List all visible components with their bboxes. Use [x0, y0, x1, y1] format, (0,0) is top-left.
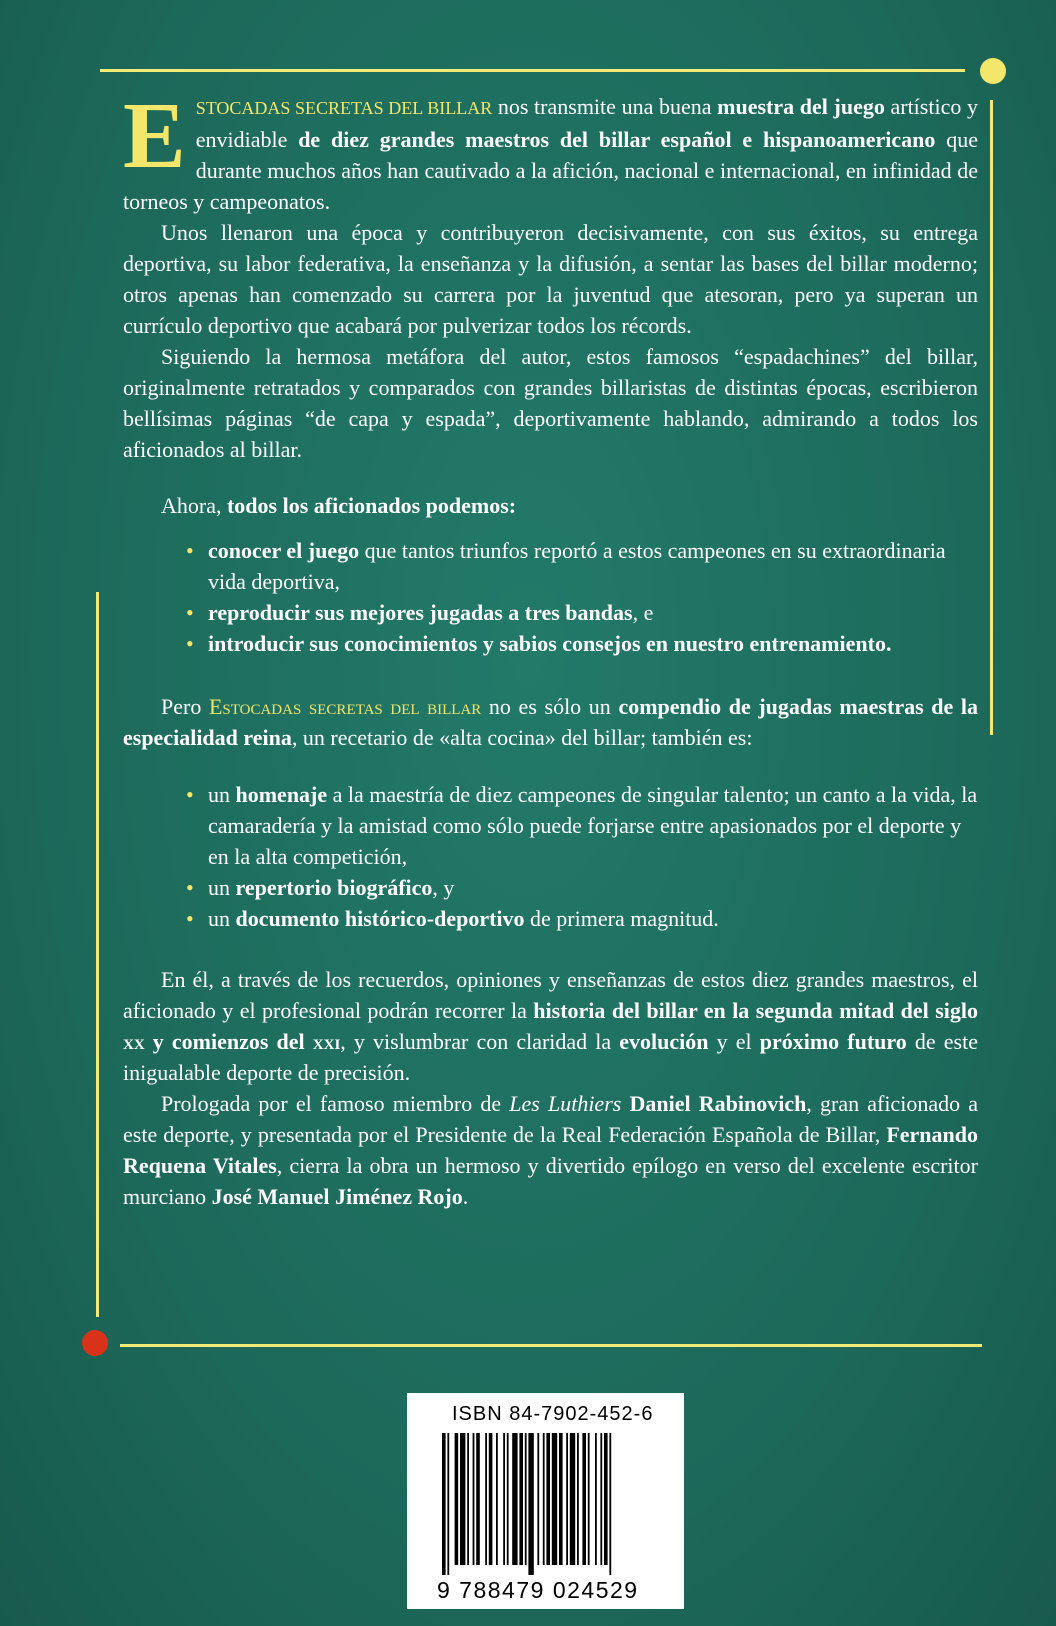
text: Pero [161, 694, 209, 719]
paragraph-intro [123, 84, 979, 217]
barcode-bar [442, 1433, 446, 1575]
paragraph-ahora [123, 490, 978, 521]
list-podemos [123, 535, 978, 659]
barcode-bar [559, 1433, 563, 1565]
barcode-bar [507, 1433, 509, 1565]
barcode-bar [566, 1433, 568, 1565]
barcode-bar [609, 1433, 611, 1575]
ean-number: 9 788479 024529 [437, 1577, 639, 1603]
barcode-bar [519, 1433, 523, 1565]
paragraph-prologada: Prologada por el famoso miembro de Les Luthiers Daniel Rabinovich, gran aficionado a este deporte, y presentada por el Presidente de la Real Federación Española de Billar, Fernando Requena Vitales, cierra la obra un hermoso y divertido epílogo en verso del excelente escritor murciano José Manuel Jiménez Rojo. [123, 1091, 978, 1209]
paragraph-pero [123, 691, 978, 753]
barcode-bar [460, 1433, 465, 1565]
paragraph-en-el: En él, a través de los recuerdos, opiniones y enseñanzas de estos diez grandes maestros, el aficionado y el profesional podrán recorrer la historia del billar en la segunda mitad del siglo xx y comienzos del xxi, y vislumbrar con claridad la evolución y el próximo futuro de este inigualable deporte de precisión. [123, 967, 978, 1085]
text-bold: muestra del juego [717, 94, 885, 119]
barcode-bar [447, 1433, 449, 1575]
barcode-bar [485, 1433, 487, 1565]
text-bold: todos los aficionados podemos: [226, 493, 517, 518]
barcode-bar [570, 1433, 575, 1565]
right-rule-top [990, 100, 993, 735]
top-right-yellow-dot [980, 58, 1006, 84]
barcode-bar [473, 1433, 475, 1565]
barcode-bar [467, 1433, 469, 1565]
isbn-number: ISBN 84-7902-452-6 [452, 1403, 654, 1425]
text: artístico y envidiable [195, 94, 978, 152]
barcode-bar [604, 1433, 608, 1565]
list-item: • reproducir sus mejores jugadas a tres bandas, e [208, 597, 978, 628]
text: nos transmite una buena [492, 94, 718, 119]
barcode-bar [528, 1433, 533, 1575]
list-item: • un repertorio biográfico, y [208, 872, 978, 903]
list-item: • un homenaje a la maestría de diez campeones de singular talento; un canto a la vida, la camaradería y la amistad como sólo puede forjarse entre apasionados por el deporte y en la alta competición, [208, 779, 978, 872]
bottom-rule [120, 1344, 982, 1347]
list-tambien [123, 779, 978, 934]
barcode-bar [595, 1433, 597, 1565]
barcode-bar [489, 1433, 493, 1565]
barcode-bars [442, 1433, 652, 1575]
list-item: • un documento histórico-deportivo de primera magnitud. [208, 903, 978, 934]
barcode-bar [582, 1433, 586, 1565]
left-rule [96, 592, 99, 1317]
barcode-bar [543, 1433, 545, 1565]
text: , un recetario de «alta cocina» del billar; también es: [291, 725, 753, 750]
back-cover-text [123, 84, 979, 1212]
barcode-bar [577, 1433, 579, 1565]
paragraph-metafora: Siguiendo la hermosa metáfora del autor, estos famosos “espadachines” del billar, originalmente retratados y comparados con grandes billaristas de distintas épocas, escribieron bellísimas páginas “de capa y espada”, deportivamente hablando, admirando a todos los aficionados al billar. [123, 344, 978, 462]
barcode-bar [537, 1433, 539, 1565]
paragraph-epoca: Unos llenaron una época y contribuyeron decisivamente, con sus éxitos, su entrega deportiva, su labor federativa, la enseñanza y la difusión, a sentar las bases del billar moderno; otros apenas han comenzado su carrera por la juventud que atesoran, pero ya superan un currículo deportivo que acabará por pulverizar todos los récords. [123, 220, 978, 338]
text: que durante muchos años han cautivado a la afición, nacional e internacional, en infinidad de torneos y campeonatos. [123, 127, 979, 214]
isbn-barcode [407, 1393, 684, 1609]
barcode-bar [552, 1433, 557, 1565]
barcode-bar [546, 1433, 550, 1565]
top-rule [100, 69, 965, 72]
barcode-bar [476, 1433, 480, 1565]
list-item: • conocer el juego que tantos triunfos reportó a estos campeones en su extraordinaria vida deportiva, [208, 535, 978, 597]
text-bold: compendio de jugadas maestras de la especialidad reina [123, 694, 979, 750]
bottom-left-red-dot [82, 1330, 108, 1356]
text: no es sólo un [481, 694, 619, 719]
drop-cap: E [123, 84, 186, 188]
book-title: STOCADAS SECRETAS DEL BILLAR [195, 98, 493, 118]
barcode-bar [588, 1433, 590, 1565]
barcode-bar [496, 1433, 498, 1565]
barcode-bar [512, 1433, 517, 1565]
barcode-bar [503, 1433, 505, 1565]
barcode-bar [525, 1433, 527, 1565]
barcode-bar [600, 1433, 602, 1565]
book-title: Estocadas secretas del billar [208, 694, 482, 719]
text: Ahora, [161, 493, 227, 518]
barcode-bar [455, 1433, 459, 1565]
text-bold: de diez grandes maestros del billar español e hispanoamericano [298, 127, 936, 152]
list-item: • introducir sus conocimientos y sabios consejos en nuestro entrenamiento. [208, 628, 978, 659]
